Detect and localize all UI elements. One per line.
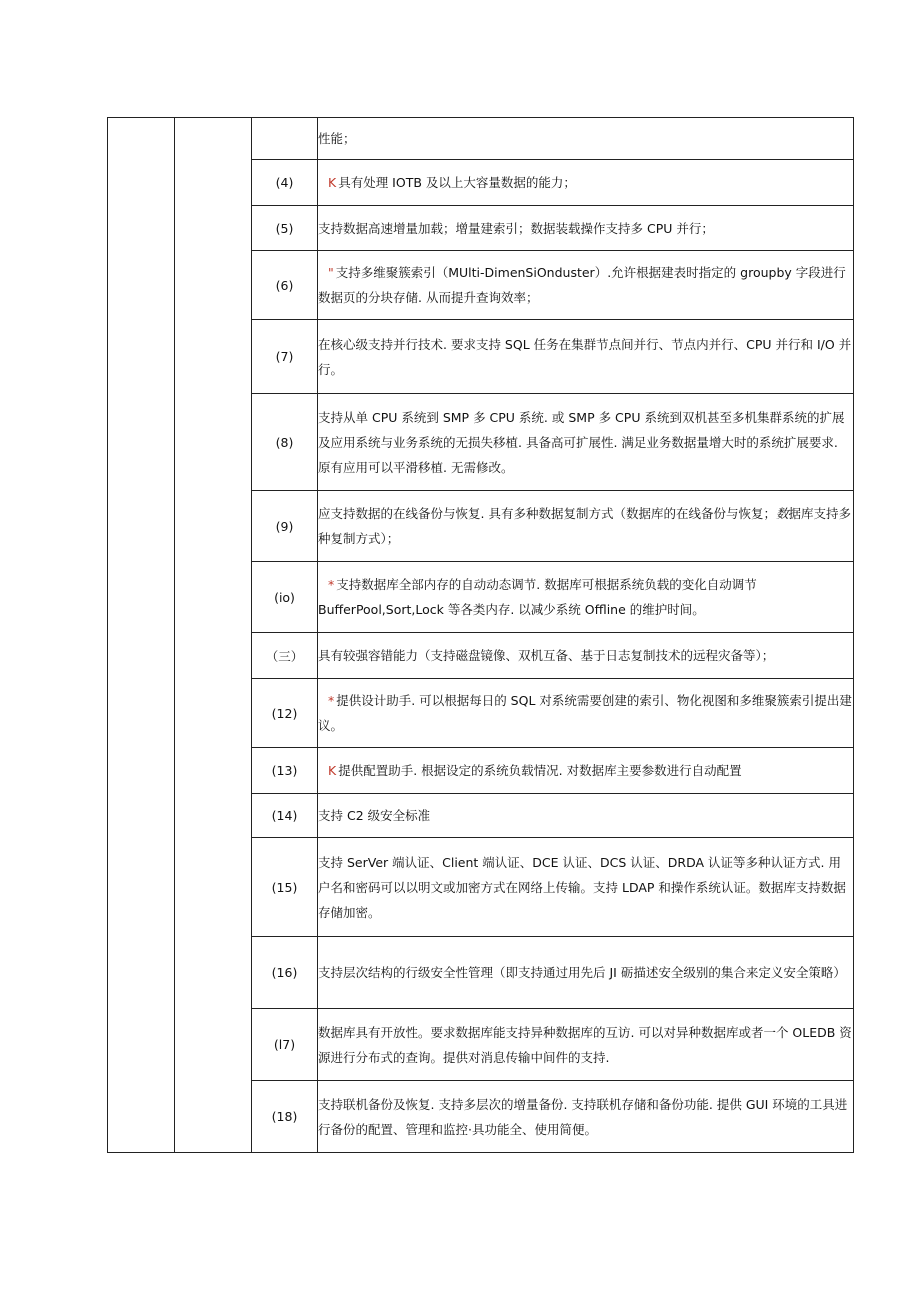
row-text [318, 1081, 854, 1153]
row-mark: * [328, 693, 335, 708]
row-number: (8) [252, 394, 318, 491]
row-text [318, 633, 854, 679]
row-text [318, 748, 854, 794]
row-number: (5) [252, 206, 318, 251]
row-number: (l7) [252, 1009, 318, 1081]
row-text [318, 1009, 854, 1081]
row-number: (9) [252, 491, 318, 562]
row-text [318, 838, 854, 937]
row-mark: K [328, 175, 337, 190]
row-text [318, 679, 854, 748]
row-text [318, 394, 854, 491]
table-row [108, 118, 854, 160]
row-number: (12) [252, 679, 318, 748]
row-text-content: 提供配置助手. 根据设定的系统负载情况. 对数据库主要参数进行自动配置 [338, 763, 742, 778]
row-text [318, 206, 854, 251]
row-number: (18) [252, 1081, 318, 1153]
row-text [318, 118, 854, 160]
row-text-content: 在核心级支持并行技术. 要求支持 SQL 任务在集群节点间并行、节点内并行、CPU 并行和 I/O 并行。 [318, 336, 852, 377]
row-mark: K [328, 763, 337, 778]
category-cell [108, 118, 175, 1153]
row-mark: * [328, 577, 335, 592]
row-text-content: 支持联机备份及恢复. 支持多层次的增量备份. 支持联机存储和备份功能. 提供 GUI 环境的工具进行备份的配置、管理和监控·具功能全、使用简便。 [318, 1096, 848, 1137]
row-text-content: 支持多维聚簇索引（MUlti-DimenSiOnduster）.允许根据建表时指定的 groupby 字段进行数据页的分块存储. 从而提升查询效率； [318, 265, 846, 305]
row-text-content: 支持数据高速增量加载；增量建索引；数据装载操作支持多 CPU 并行； [318, 220, 714, 236]
row-text-content: 支持 SerVer 端认证、Client 端认证、DCE 认证、DCS 认证、DRDA 认证等多种认证方式. 用户名和密码可以以明文或加密方式在网络上传输。支持 LDAP 和操作系统认证。数据库支持数据存储加密。 [318, 854, 846, 920]
row-number: (14) [252, 794, 318, 838]
row-text [318, 562, 854, 633]
row-number: （三） [252, 633, 318, 679]
row-number [252, 118, 318, 160]
spec-table [107, 117, 854, 1153]
row-number: (16) [252, 937, 318, 1009]
row-text-content: 提供设计助手. 可以根据每日的 SQL 对系统需要创建的索引、物化视图和多维聚簇索引提出建议。 [318, 693, 852, 733]
row-text-content: 应支持数据的在线备份与恢复. 具有多种数据复制方式（数据库的在线备份与恢复； [318, 506, 776, 521]
row-text [318, 251, 854, 320]
row-mark: " [328, 265, 334, 280]
row-text-content: 数据库具有开放性。要求数据库能支持异种数据库的互访. 可以对异种数据库或者一个 OLEDB 资源进行分布式的查询。提供对消息传输中间件的支持. [318, 1024, 852, 1065]
row-text-content: 性能； [318, 131, 356, 146]
row-text [318, 320, 854, 394]
row-number: (io) [252, 562, 318, 633]
row-text-content: 支持 C2 级安全标准 [318, 808, 431, 823]
row-number: (6) [252, 251, 318, 320]
row-number: (15) [252, 838, 318, 937]
row-text [318, 937, 854, 1009]
subcategory-cell [175, 118, 252, 1153]
row-text-content: 具有较强容错能力（支持磁盘镜像、双机互备、基于日志复制技术的远程灾备等）； [318, 648, 775, 663]
row-number: (7) [252, 320, 318, 394]
row-text [318, 794, 854, 838]
row-text-content: 支持数据库全部内存的自动动态调节. 数据库可根据系统负载的变化自动调节 BufferPool,Sort,Lock 等各类内存. 以减少系统 Offline 的维护时间。 [318, 577, 757, 617]
row-text-content: 据库支持多种复制方式）； [318, 506, 851, 546]
row-number: (13) [252, 748, 318, 794]
row-text-italic: 数 [775, 506, 789, 521]
row-number: (4) [252, 160, 318, 206]
row-text-content: 支持从单 CPU 系统到 SMP 多 CPU 系统. 或 SMP 多 CPU 系统到双机甚至多机集群系统的扩展及应用系统与业务系统的无损失移植. 具备高可扩展性. 满足业务数据量增大时的系统扩展要求. 原有应用可以平滑移植. 无需修改。 [318, 409, 845, 475]
row-text [318, 491, 854, 562]
row-text-content: 具有处理 IOTB 及以上大容量数据的能力； [338, 175, 576, 190]
row-text-content: 支持层次结构的行级安全性管理（即支持通过用先后 JI 砺描述安全级别的集合来定义安全策略） [318, 965, 846, 980]
row-text [318, 160, 854, 206]
